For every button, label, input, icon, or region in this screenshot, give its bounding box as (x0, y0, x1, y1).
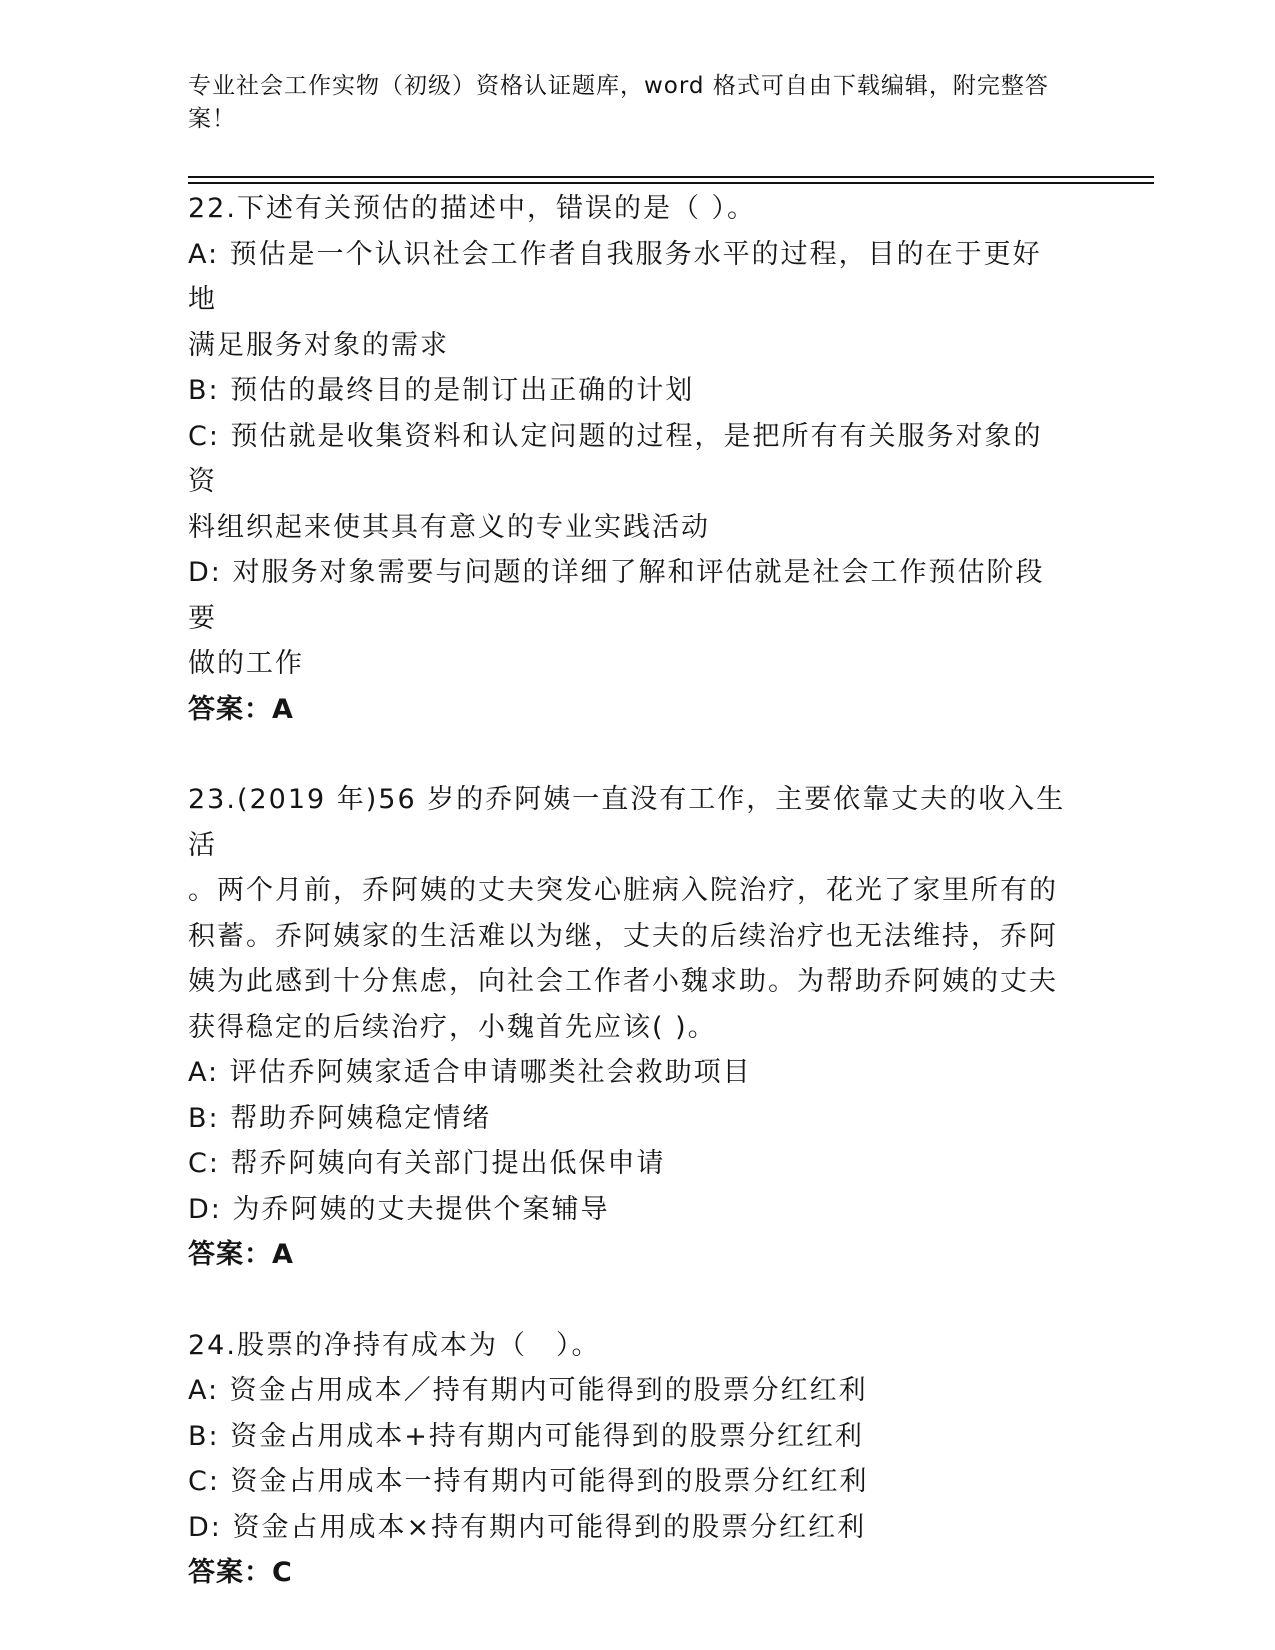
option-d-continued: 做的工作 (188, 648, 304, 679)
answer: 答案：C (188, 1557, 293, 1588)
document-header (188, 70, 1068, 136)
option-a: A: 评估乔阿姨家适合申请哪类社会救助项目 (188, 1057, 752, 1088)
question-stem: 24.股票的净持有成本为（ ）。 (188, 1329, 601, 1361)
header-line: 案！ (188, 106, 236, 132)
option-d: D: 对服务对象需要与问题的详细了解和评估就是社会工作预估阶段要 (188, 557, 1045, 634)
option-c: C: 预估就是收集资料和认定问题的过程，是把所有有关服务对象的资 (188, 420, 1043, 497)
question-spacer (188, 732, 1068, 777)
question-23 (188, 777, 1068, 1278)
answer: 答案：A (188, 1239, 294, 1270)
question-spacer (188, 1278, 1068, 1323)
question-stem: 姨为此感到十分焦虑，向社会工作者小魏求助。为帮助乔阿姨的丈夫 (188, 966, 1058, 997)
option-c-continued: 料组织起来使其具有意义的专业实践活动 (188, 511, 710, 543)
question-stem: 22.下述有关预估的描述中，错误的是（ ）。 (188, 193, 757, 224)
option-d: D: 为乔阿姨的丈夫提供个案辅导 (188, 1193, 610, 1225)
header-rule-bottom (188, 182, 1154, 184)
option-b: B: 预估的最终目的是制订出正确的计划 (188, 375, 695, 406)
option-b: B: 帮助乔阿姨稳定情绪 (188, 1102, 492, 1134)
option-a: A: 资金占用成本／持有期内可能得到的股票分红红利 (188, 1375, 868, 1406)
option-a-continued: 满足服务对象的需求 (188, 329, 449, 361)
header-line: 专业社会工作实物（初级）资格认证题库，word 格式可自由下载编辑，附完整答 (188, 73, 1049, 99)
option-c: C: 帮乔阿姨向有关部门提出低保申请 (188, 1148, 666, 1179)
question-22 (188, 186, 1068, 732)
option-b: B: 资金占用成本+持有期内可能得到的股票分红红利 (188, 1420, 864, 1452)
question-stem: 获得稳定的后续治疗，小魏首先应该( )。 (188, 1011, 717, 1043)
option-c: C: 资金占用成本一持有期内可能得到的股票分红红利 (188, 1466, 869, 1497)
question-stem: 23.(2019 年)56 岁的乔阿姨一直没有工作，主要依靠丈夫的收入生活 (188, 784, 1066, 861)
question-24 (188, 1323, 1068, 1596)
option-a: A: 预估是一个认识社会工作者自我服务水平的过程，目的在于更好地 (188, 238, 1042, 315)
question-stem: 积蓄。乔阿姨家的生活难以为继，丈夫的后续治疗也无法维持，乔阿 (188, 920, 1058, 952)
answer: 答案：A (188, 693, 294, 725)
header-rule-top (188, 176, 1154, 178)
question-stem: 。两个月前，乔阿姨的丈夫突发心脏病入院治疗，花光了家里所有的 (188, 875, 1058, 906)
question-list (188, 186, 1068, 1596)
option-d: D: 资金占用成本×持有期内可能得到的股票分红红利 (188, 1511, 867, 1543)
